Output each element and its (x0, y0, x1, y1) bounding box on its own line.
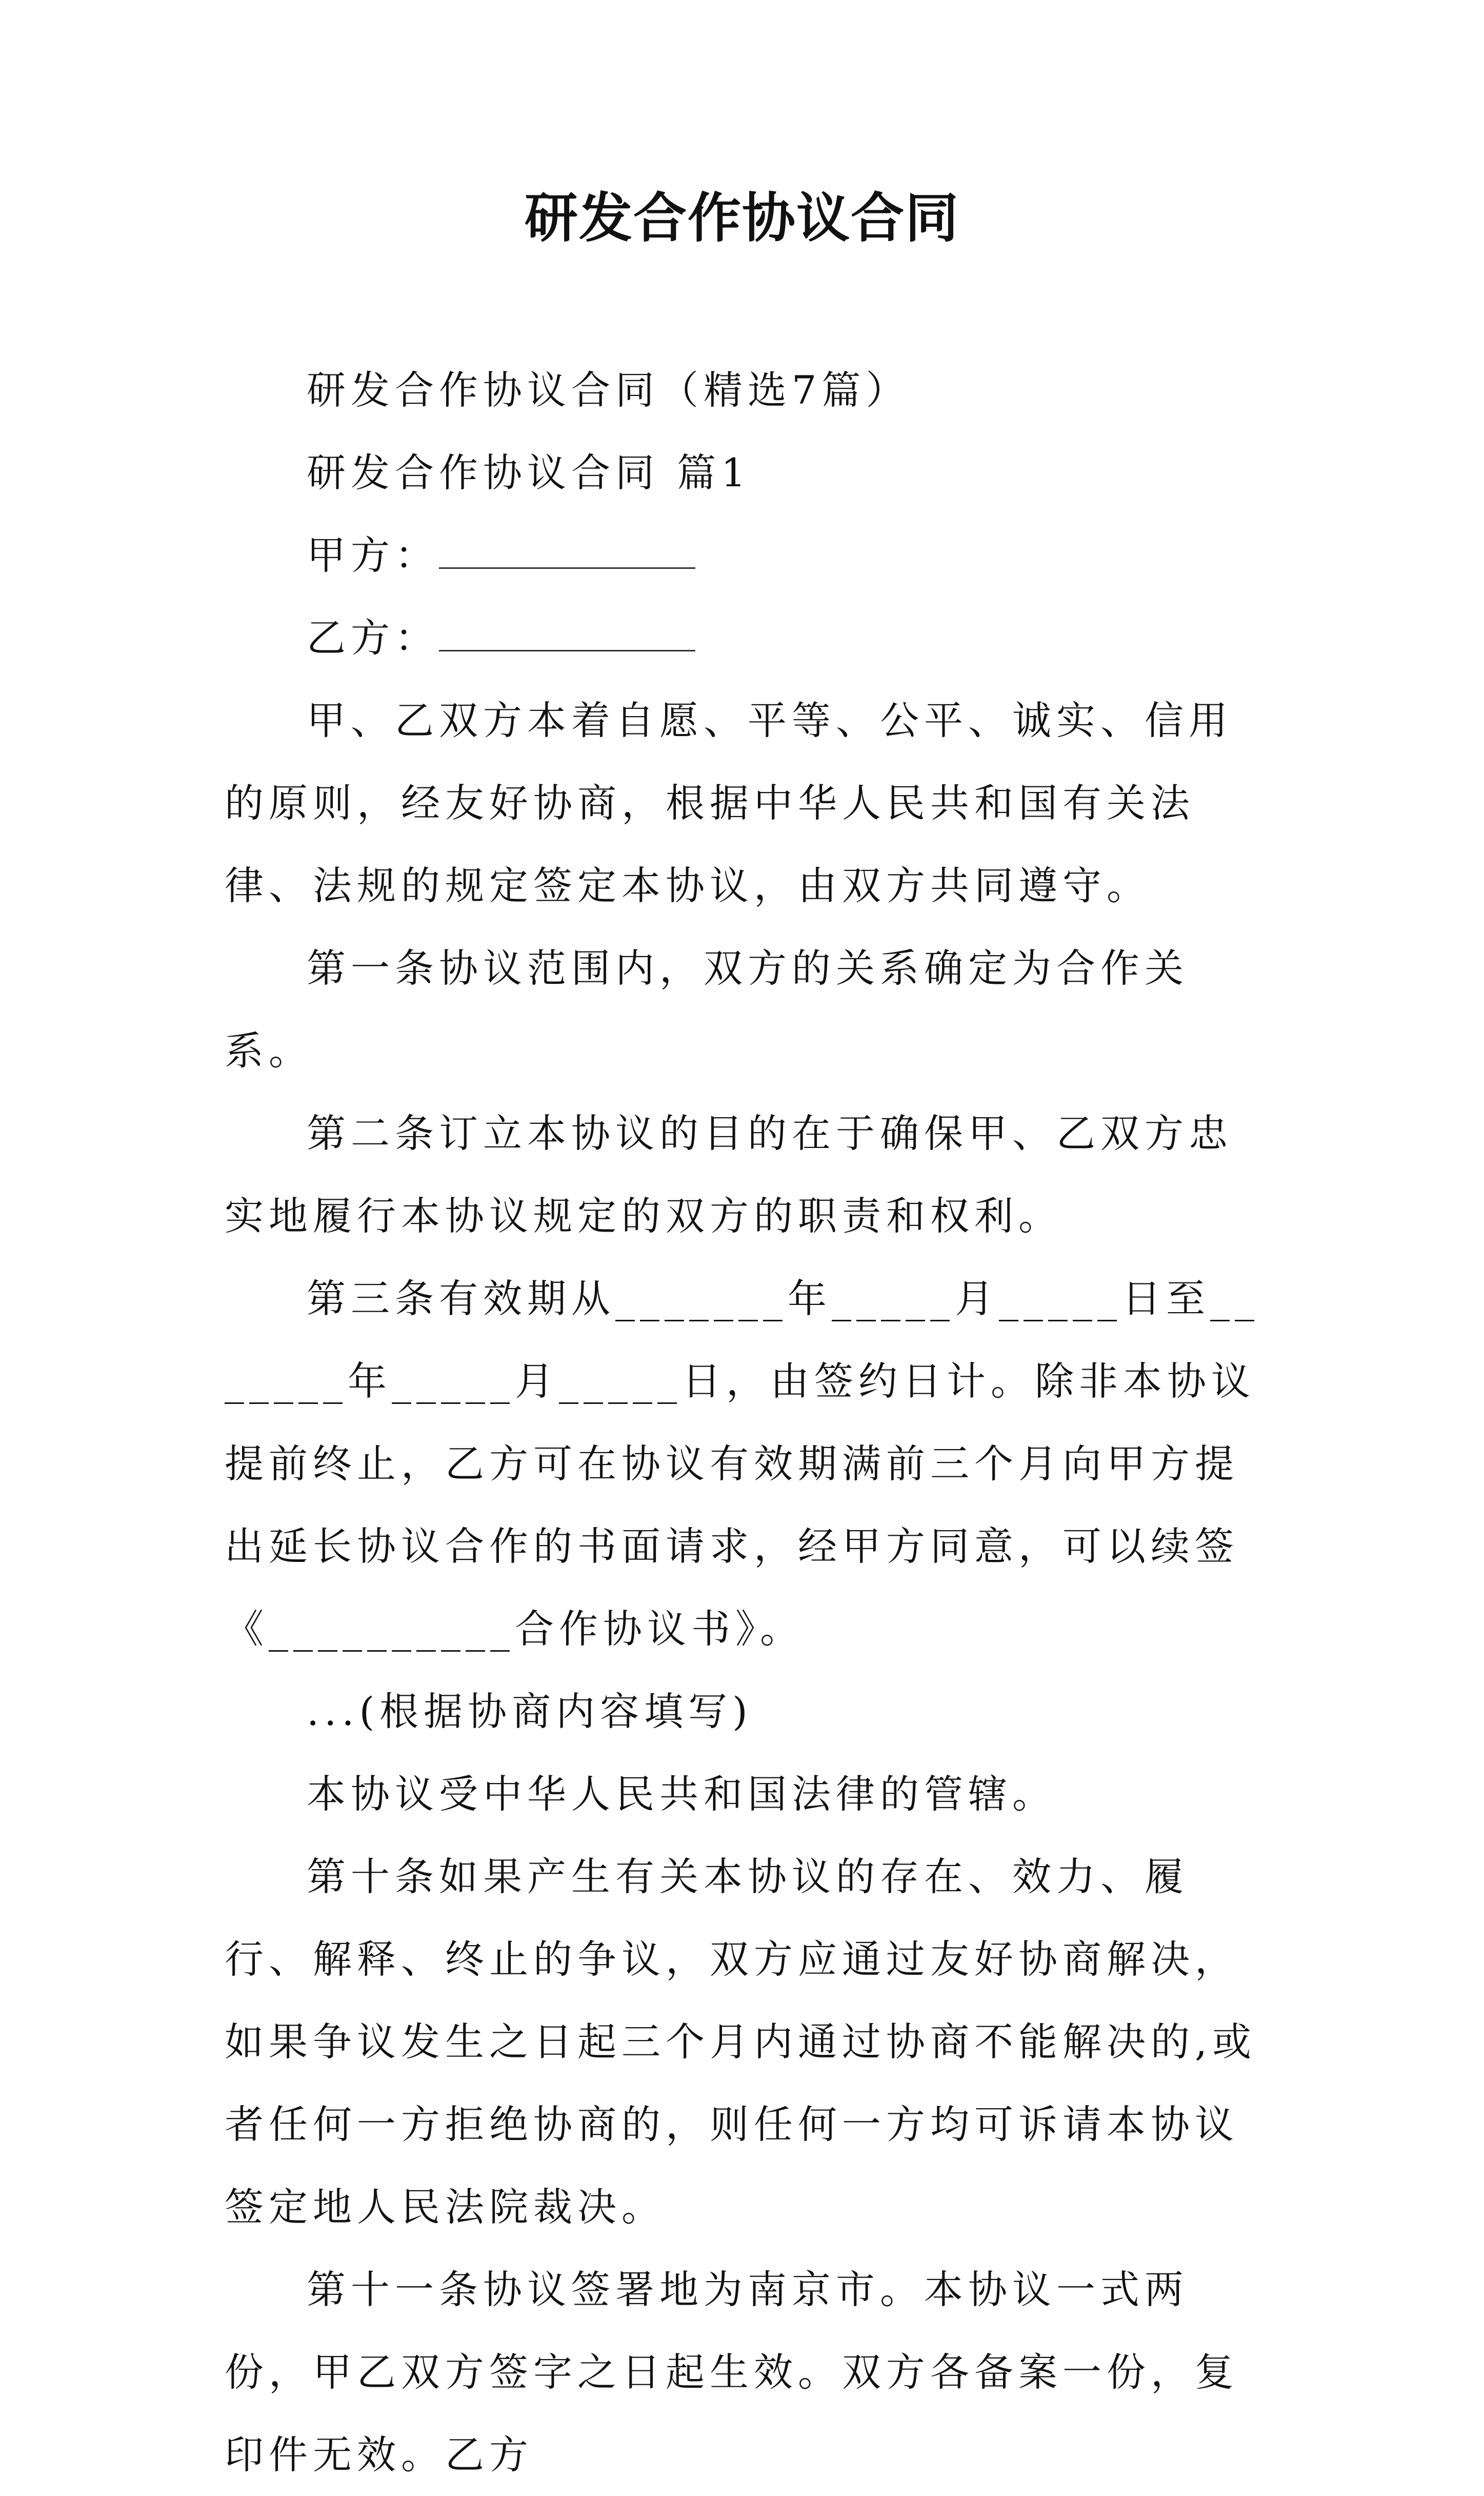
article-1: 第一条协议范围内，双方的关系确定为合作关系。 (225, 945, 1189, 1074)
article-3: 第三条有效期从_______年_____月_____日至_______年_____月_____日，由签约日计。除非本协议提前终止，乙方可在协议有效期满前三个月向甲方提出延长协议合作的书面请求，经甲方同意，可以续签《__________合作协议书》。 (225, 1276, 1259, 1652)
document-body (225, 349, 1267, 2496)
subtitle: 研发合作协议合同（精选7篇） (307, 367, 910, 413)
party-b-blank (439, 619, 695, 651)
document-title: 研发合作协议合同 (524, 186, 959, 249)
intro-paragraph: 甲、乙双方本着自愿、平等、公平、诚实、信用的原则，经友好协商，根据中华人民共和国有关法律、法规的规定签定本协议，由双方共同遵守。 (225, 698, 1233, 908)
placeholder-note: ...(根据协商内容填写) (307, 1689, 753, 1734)
party-a-blank (439, 537, 695, 569)
article-10: 第十条如果产生有关本协议的存在、效力、履行、解释、终止的争议，双方应通过友好协商解决，如果争议发生之日起三个月内通过协商不能解决的,或者任何一方拒绝协商的，则任何一方均可诉请本协议签定地人民法院裁决。 (225, 1854, 1257, 2230)
party-b-line (225, 597, 1267, 679)
party-b-label: 乙方： (307, 615, 439, 661)
governing-law: 本协议受中华人民共和国法律的管辖。 (307, 1771, 1056, 1817)
party-a-line (225, 514, 1267, 597)
party-a-label: 甲方： (307, 532, 439, 578)
article-11: 第十一条协议签署地为南京市。本协议一式两份，甲乙双方签字之日起生效。双方各备案一份，复印件无效。乙方 (225, 2267, 1239, 2478)
section-heading: 研发合作协议合同 篇1 (307, 450, 751, 496)
article-2: 第二条订立本协议的目的在于确保甲、乙双方忠实地履行本协议规定的双方的职责和权利。 (225, 1111, 1233, 1239)
